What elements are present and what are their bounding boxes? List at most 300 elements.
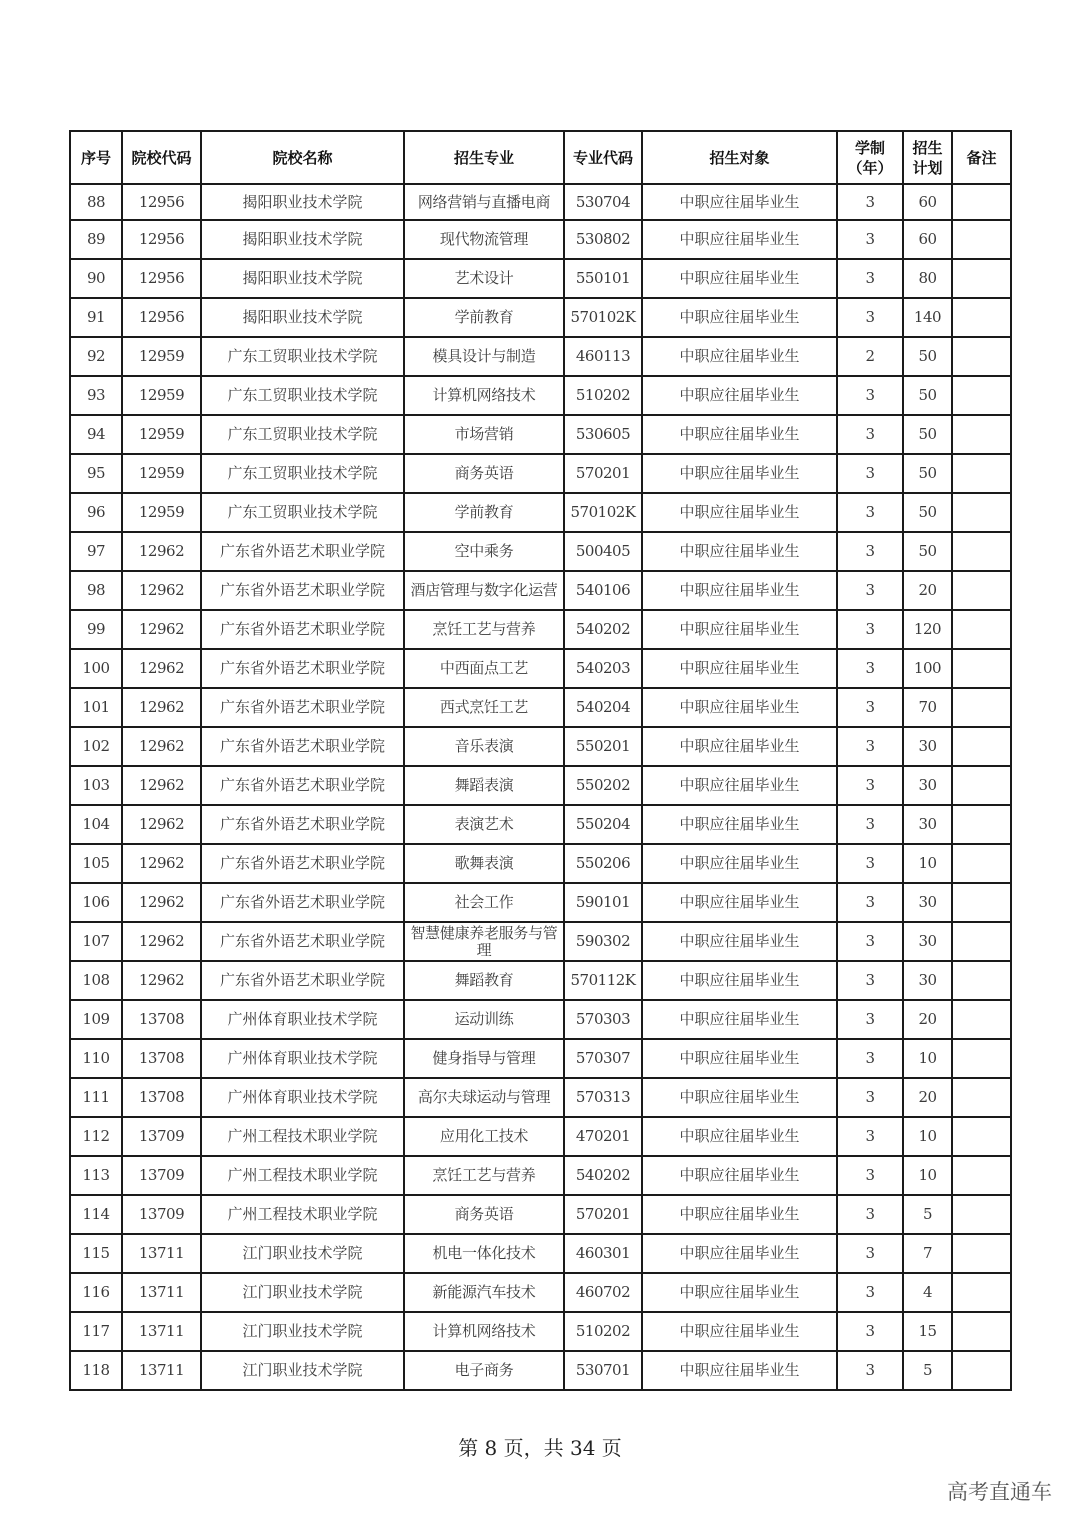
table-row (70, 1351, 1011, 1390)
table-row (70, 571, 1011, 610)
cell-plan: 4 (903, 1273, 952, 1312)
cell-major-code: 570313 (564, 1078, 642, 1117)
cell-remark (952, 1156, 1011, 1195)
table-row (70, 454, 1011, 493)
cell-seq: 105 (70, 844, 122, 883)
table-row (70, 1000, 1011, 1039)
cell-major-code: 540202 (564, 1156, 642, 1195)
cell-major-code: 540202 (564, 610, 642, 649)
cell-major: 烹饪工艺与营养 (404, 1156, 564, 1195)
cell-major: 市场营销 (404, 415, 564, 454)
cell-plan: 10 (903, 1039, 952, 1078)
cell-school-name: 广东省外语艺术职业学院 (201, 688, 404, 727)
cell-plan: 80 (903, 259, 952, 298)
cell-years: 3 (837, 961, 903, 1000)
cell-plan: 10 (903, 844, 952, 883)
cell-school-code: 12956 (122, 259, 201, 298)
cell-school-code: 13709 (122, 1117, 201, 1156)
cell-seq: 117 (70, 1312, 122, 1351)
table-row (70, 415, 1011, 454)
cell-target: 中职应往届毕业生 (642, 571, 837, 610)
cell-major: 机电一体化技术 (404, 1234, 564, 1273)
cell-years: 3 (837, 727, 903, 766)
cell-remark (952, 727, 1011, 766)
cell-major-code: 540204 (564, 688, 642, 727)
cell-years: 3 (837, 493, 903, 532)
table-header-row (70, 131, 1011, 184)
cell-remark (952, 220, 1011, 259)
cell-years: 2 (837, 337, 903, 376)
cell-major: 空中乘务 (404, 532, 564, 571)
cell-years: 3 (837, 1351, 903, 1390)
cell-remark (952, 649, 1011, 688)
cell-major: 学前教育 (404, 493, 564, 532)
cell-remark (952, 376, 1011, 415)
cell-major: 现代物流管理 (404, 220, 564, 259)
cell-school-name: 广州体育职业技术学院 (201, 1000, 404, 1039)
table-row (70, 337, 1011, 376)
cell-target: 中职应往届毕业生 (642, 1351, 837, 1390)
cell-target: 中职应往届毕业生 (642, 1117, 837, 1156)
header-target: 招生对象 (642, 131, 837, 184)
cell-major-code: 550202 (564, 766, 642, 805)
table-row (70, 922, 1011, 961)
cell-school-name: 广东工贸职业技术学院 (201, 493, 404, 532)
cell-years: 3 (837, 1000, 903, 1039)
cell-seq: 93 (70, 376, 122, 415)
cell-target: 中职应往届毕业生 (642, 1039, 837, 1078)
cell-major: 新能源汽车技术 (404, 1273, 564, 1312)
table-row (70, 805, 1011, 844)
cell-major-code: 470201 (564, 1117, 642, 1156)
table-row (70, 1195, 1011, 1234)
cell-major: 艺术设计 (404, 259, 564, 298)
cell-remark (952, 184, 1011, 220)
cell-major: 音乐表演 (404, 727, 564, 766)
cell-plan: 50 (903, 493, 952, 532)
cell-major-code: 460113 (564, 337, 642, 376)
cell-years: 3 (837, 1273, 903, 1312)
cell-major-code: 550204 (564, 805, 642, 844)
cell-target: 中职应往届毕业生 (642, 727, 837, 766)
cell-target: 中职应往届毕业生 (642, 961, 837, 1000)
cell-school-code: 12962 (122, 727, 201, 766)
cell-years: 3 (837, 805, 903, 844)
cell-target: 中职应往届毕业生 (642, 1273, 837, 1312)
cell-major: 智慧健康养老服务与管理 (404, 922, 564, 961)
cell-school-name: 广东省外语艺术职业学院 (201, 766, 404, 805)
cell-plan: 15 (903, 1312, 952, 1351)
cell-target: 中职应往届毕业生 (642, 376, 837, 415)
cell-remark (952, 298, 1011, 337)
cell-school-name: 广东工贸职业技术学院 (201, 454, 404, 493)
cell-major: 运动训练 (404, 1000, 564, 1039)
cell-plan: 50 (903, 376, 952, 415)
cell-major-code: 550201 (564, 727, 642, 766)
cell-years: 3 (837, 1117, 903, 1156)
cell-seq: 98 (70, 571, 122, 610)
cell-remark (952, 766, 1011, 805)
cell-major-code: 550101 (564, 259, 642, 298)
cell-major-code: 500405 (564, 532, 642, 571)
cell-plan: 20 (903, 1078, 952, 1117)
cell-years: 3 (837, 844, 903, 883)
cell-seq: 96 (70, 493, 122, 532)
cell-remark (952, 844, 1011, 883)
cell-school-code: 13711 (122, 1273, 201, 1312)
cell-plan: 50 (903, 337, 952, 376)
page-indicator: 第 8 页，共 34 页 (458, 1436, 622, 1460)
cell-major: 学前教育 (404, 298, 564, 337)
cell-school-code: 12959 (122, 415, 201, 454)
cell-major: 歌舞表演 (404, 844, 564, 883)
cell-major: 商务英语 (404, 454, 564, 493)
cell-seq: 92 (70, 337, 122, 376)
cell-school-code: 13709 (122, 1195, 201, 1234)
cell-major-code: 530704 (564, 184, 642, 220)
cell-seq: 99 (70, 610, 122, 649)
cell-target: 中职应往届毕业生 (642, 532, 837, 571)
header-seq: 序号 (70, 131, 122, 184)
cell-major-code: 570201 (564, 454, 642, 493)
cell-school-code: 12959 (122, 493, 201, 532)
cell-years: 3 (837, 883, 903, 922)
table-row (70, 766, 1011, 805)
table-row (70, 1117, 1011, 1156)
table-row (70, 1312, 1011, 1351)
cell-seq: 102 (70, 727, 122, 766)
cell-school-name: 江门职业技术学院 (201, 1312, 404, 1351)
cell-remark (952, 532, 1011, 571)
cell-major-code: 570102K (564, 298, 642, 337)
cell-plan: 60 (903, 184, 952, 220)
cell-seq: 108 (70, 961, 122, 1000)
cell-major-code: 530701 (564, 1351, 642, 1390)
table-row (70, 493, 1011, 532)
cell-target: 中职应往届毕业生 (642, 1312, 837, 1351)
cell-seq: 91 (70, 298, 122, 337)
watermark: 高考直通车 (947, 1480, 1052, 1504)
cell-school-code: 13711 (122, 1351, 201, 1390)
cell-school-name: 揭阳职业技术学院 (201, 220, 404, 259)
cell-seq: 104 (70, 805, 122, 844)
cell-seq: 115 (70, 1234, 122, 1273)
cell-school-name: 广州工程技术职业学院 (201, 1195, 404, 1234)
cell-seq: 88 (70, 184, 122, 220)
cell-major: 酒店管理与数字化运营 (404, 571, 564, 610)
cell-years: 3 (837, 1156, 903, 1195)
cell-remark (952, 805, 1011, 844)
cell-school-name: 广州体育职业技术学院 (201, 1078, 404, 1117)
cell-school-code: 12962 (122, 922, 201, 961)
table-row (70, 649, 1011, 688)
cell-school-name: 广东省外语艺术职业学院 (201, 922, 404, 961)
cell-years: 3 (837, 220, 903, 259)
cell-school-name: 广州工程技术职业学院 (201, 1156, 404, 1195)
cell-target: 中职应往届毕业生 (642, 1000, 837, 1039)
cell-major: 应用化工技术 (404, 1117, 564, 1156)
cell-major: 电子商务 (404, 1351, 564, 1390)
cell-major: 中西面点工艺 (404, 649, 564, 688)
cell-plan: 30 (903, 805, 952, 844)
table-row (70, 220, 1011, 259)
cell-target: 中职应往届毕业生 (642, 493, 837, 532)
cell-school-code: 12962 (122, 532, 201, 571)
cell-school-code: 12962 (122, 649, 201, 688)
cell-years: 3 (837, 1312, 903, 1351)
cell-major: 社会工作 (404, 883, 564, 922)
cell-target: 中职应往届毕业生 (642, 844, 837, 883)
table-row (70, 1039, 1011, 1078)
cell-remark (952, 961, 1011, 1000)
header-years-line2: （年） (847, 158, 893, 177)
cell-seq: 110 (70, 1039, 122, 1078)
header-years (837, 131, 903, 184)
cell-years: 3 (837, 1039, 903, 1078)
cell-school-code: 12959 (122, 454, 201, 493)
cell-school-code: 12959 (122, 337, 201, 376)
cell-plan: 70 (903, 688, 952, 727)
cell-school-name: 广东工贸职业技术学院 (201, 415, 404, 454)
cell-years: 3 (837, 532, 903, 571)
cell-remark (952, 883, 1011, 922)
cell-years: 3 (837, 649, 903, 688)
cell-major-code: 510202 (564, 376, 642, 415)
cell-target: 中职应往届毕业生 (642, 415, 837, 454)
cell-school-code: 12962 (122, 766, 201, 805)
cell-major-code: 540203 (564, 649, 642, 688)
cell-school-code: 12962 (122, 883, 201, 922)
table-row (70, 1078, 1011, 1117)
cell-school-name: 广州体育职业技术学院 (201, 1039, 404, 1078)
cell-seq: 103 (70, 766, 122, 805)
cell-school-name: 广东工贸职业技术学院 (201, 376, 404, 415)
cell-school-name: 揭阳职业技术学院 (201, 184, 404, 220)
cell-school-code: 12956 (122, 184, 201, 220)
cell-school-name: 广东省外语艺术职业学院 (201, 844, 404, 883)
cell-school-code: 12962 (122, 610, 201, 649)
cell-plan: 20 (903, 571, 952, 610)
table-row (70, 376, 1011, 415)
cell-school-code: 13708 (122, 1000, 201, 1039)
cell-target: 中职应往届毕业生 (642, 1156, 837, 1195)
cell-school-code: 12962 (122, 688, 201, 727)
cell-target: 中职应往届毕业生 (642, 220, 837, 259)
enrollment-plan-table (69, 130, 1012, 1391)
cell-years: 3 (837, 922, 903, 961)
cell-seq: 113 (70, 1156, 122, 1195)
cell-plan: 50 (903, 454, 952, 493)
cell-plan: 30 (903, 883, 952, 922)
cell-years: 3 (837, 298, 903, 337)
cell-school-name: 揭阳职业技术学院 (201, 259, 404, 298)
table-row (70, 610, 1011, 649)
header-years-line1: 学制 (854, 138, 885, 157)
cell-plan: 30 (903, 922, 952, 961)
cell-seq: 112 (70, 1117, 122, 1156)
cell-major-code: 590101 (564, 883, 642, 922)
cell-major-code: 570201 (564, 1195, 642, 1234)
cell-target: 中职应往届毕业生 (642, 805, 837, 844)
cell-years: 3 (837, 376, 903, 415)
cell-seq: 116 (70, 1273, 122, 1312)
cell-seq: 100 (70, 649, 122, 688)
cell-years: 3 (837, 571, 903, 610)
cell-school-code: 13711 (122, 1234, 201, 1273)
cell-target: 中职应往届毕业生 (642, 298, 837, 337)
cell-school-name: 广州工程技术职业学院 (201, 1117, 404, 1156)
cell-target: 中职应往届毕业生 (642, 649, 837, 688)
cell-target: 中职应往届毕业生 (642, 1078, 837, 1117)
cell-major-code: 530605 (564, 415, 642, 454)
table-row (70, 532, 1011, 571)
cell-years: 3 (837, 454, 903, 493)
cell-major-code: 460301 (564, 1234, 642, 1273)
cell-school-name: 广东省外语艺术职业学院 (201, 805, 404, 844)
cell-remark (952, 454, 1011, 493)
cell-remark (952, 688, 1011, 727)
cell-school-name: 广东省外语艺术职业学院 (201, 610, 404, 649)
cell-remark (952, 1039, 1011, 1078)
cell-seq: 107 (70, 922, 122, 961)
cell-remark (952, 1351, 1011, 1390)
header-school-name: 院校名称 (201, 131, 404, 184)
cell-school-code: 12962 (122, 805, 201, 844)
cell-years: 3 (837, 1078, 903, 1117)
cell-plan: 5 (903, 1351, 952, 1390)
header-school-code: 院校代码 (122, 131, 201, 184)
cell-remark (952, 1117, 1011, 1156)
cell-school-code: 13708 (122, 1039, 201, 1078)
cell-seq: 95 (70, 454, 122, 493)
cell-seq: 101 (70, 688, 122, 727)
cell-major-code: 460702 (564, 1273, 642, 1312)
cell-seq: 111 (70, 1078, 122, 1117)
cell-target: 中职应往届毕业生 (642, 184, 837, 220)
cell-school-name: 广东省外语艺术职业学院 (201, 883, 404, 922)
cell-major: 计算机网络技术 (404, 1312, 564, 1351)
cell-seq: 106 (70, 883, 122, 922)
cell-major: 舞蹈教育 (404, 961, 564, 1000)
cell-major: 计算机网络技术 (404, 376, 564, 415)
table-row (70, 184, 1011, 220)
cell-school-code: 12962 (122, 571, 201, 610)
table-body (70, 184, 1011, 1390)
cell-remark (952, 1312, 1011, 1351)
cell-major: 模具设计与制造 (404, 337, 564, 376)
cell-plan: 100 (903, 649, 952, 688)
cell-plan: 7 (903, 1234, 952, 1273)
cell-remark (952, 493, 1011, 532)
cell-school-code: 13708 (122, 1078, 201, 1117)
cell-seq: 90 (70, 259, 122, 298)
header-plan-line2: 计划 (912, 158, 943, 177)
cell-plan: 20 (903, 1000, 952, 1039)
cell-seq: 94 (70, 415, 122, 454)
cell-school-name: 广东工贸职业技术学院 (201, 337, 404, 376)
cell-target: 中职应往届毕业生 (642, 610, 837, 649)
cell-remark (952, 1078, 1011, 1117)
cell-plan: 30 (903, 727, 952, 766)
cell-school-code: 12956 (122, 298, 201, 337)
cell-school-name: 揭阳职业技术学院 (201, 298, 404, 337)
cell-school-code: 12956 (122, 220, 201, 259)
cell-major: 商务英语 (404, 1195, 564, 1234)
cell-seq: 114 (70, 1195, 122, 1234)
header-plan-line1: 招生 (912, 138, 943, 157)
cell-target: 中职应往届毕业生 (642, 454, 837, 493)
cell-school-name: 广东省外语艺术职业学院 (201, 727, 404, 766)
cell-major-code: 540106 (564, 571, 642, 610)
cell-years: 3 (837, 1234, 903, 1273)
cell-years: 3 (837, 1195, 903, 1234)
cell-years: 3 (837, 688, 903, 727)
cell-target: 中职应往届毕业生 (642, 1234, 837, 1273)
cell-remark (952, 610, 1011, 649)
cell-target: 中职应往届毕业生 (642, 337, 837, 376)
cell-remark (952, 1234, 1011, 1273)
cell-plan: 50 (903, 415, 952, 454)
cell-major-code: 550206 (564, 844, 642, 883)
cell-seq: 118 (70, 1351, 122, 1390)
cell-school-name: 广东省外语艺术职业学院 (201, 961, 404, 1000)
header-major-code: 专业代码 (564, 131, 642, 184)
cell-major: 舞蹈表演 (404, 766, 564, 805)
cell-plan: 120 (903, 610, 952, 649)
cell-major: 表演艺术 (404, 805, 564, 844)
cell-major-code: 570102K (564, 493, 642, 532)
cell-years: 3 (837, 610, 903, 649)
cell-school-code: 12959 (122, 376, 201, 415)
cell-plan: 30 (903, 961, 952, 1000)
table-row (70, 259, 1011, 298)
cell-years: 3 (837, 259, 903, 298)
cell-target: 中职应往届毕业生 (642, 883, 837, 922)
cell-school-name: 广东省外语艺术职业学院 (201, 532, 404, 571)
cell-seq: 97 (70, 532, 122, 571)
cell-major-code: 510202 (564, 1312, 642, 1351)
cell-remark (952, 571, 1011, 610)
cell-school-code: 12962 (122, 961, 201, 1000)
cell-remark (952, 1195, 1011, 1234)
cell-years: 3 (837, 415, 903, 454)
cell-school-code: 12962 (122, 844, 201, 883)
cell-school-name: 江门职业技术学院 (201, 1234, 404, 1273)
header-remark: 备注 (952, 131, 1011, 184)
cell-years: 3 (837, 184, 903, 220)
table-row (70, 1273, 1011, 1312)
header-plan (903, 131, 952, 184)
cell-plan: 50 (903, 532, 952, 571)
cell-school-code: 13711 (122, 1312, 201, 1351)
cell-plan: 10 (903, 1117, 952, 1156)
cell-school-name: 广东省外语艺术职业学院 (201, 571, 404, 610)
table-row (70, 1234, 1011, 1273)
cell-target: 中职应往届毕业生 (642, 922, 837, 961)
cell-years: 3 (837, 766, 903, 805)
cell-target: 中职应往届毕业生 (642, 259, 837, 298)
cell-remark (952, 1000, 1011, 1039)
cell-plan: 5 (903, 1195, 952, 1234)
table-row (70, 844, 1011, 883)
cell-plan: 30 (903, 766, 952, 805)
table-row (70, 298, 1011, 337)
table-row (70, 727, 1011, 766)
cell-plan: 140 (903, 298, 952, 337)
table-row (70, 961, 1011, 1000)
cell-target: 中职应往届毕业生 (642, 688, 837, 727)
cell-plan: 10 (903, 1156, 952, 1195)
